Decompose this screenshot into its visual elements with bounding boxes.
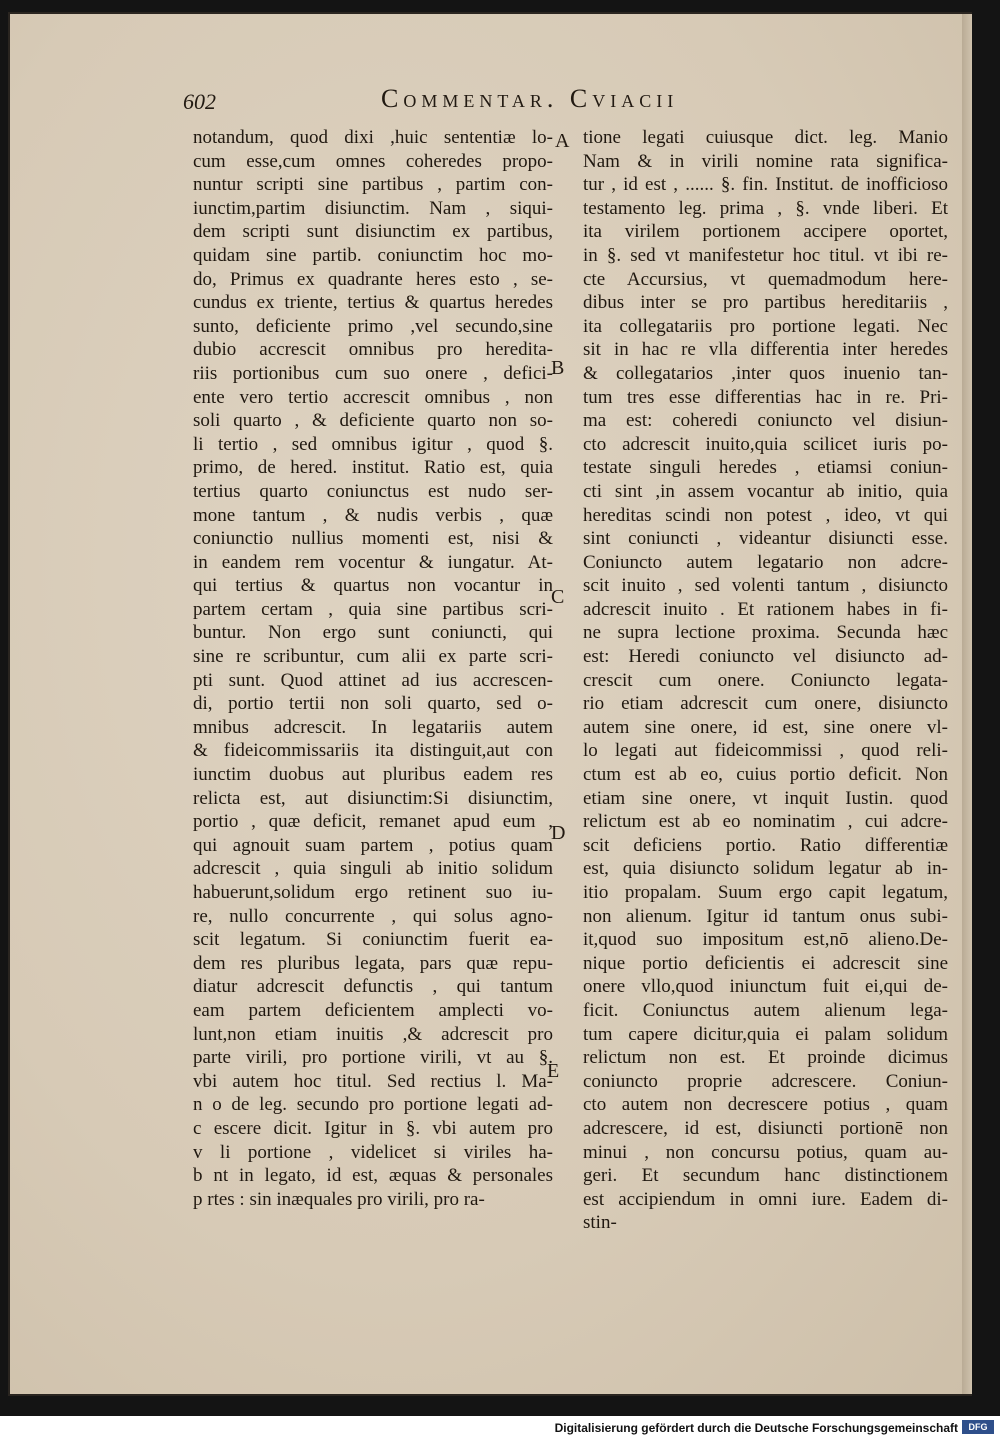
text-line: est: Heredi coniuncto vel disiuncto ad- [583, 646, 948, 668]
text-line: li tertio , sed omnibus igitur , quod §. [193, 433, 553, 455]
text-line: stin- [583, 1212, 617, 1234]
text-line: geri. Et secundum hanc distinctionem [583, 1165, 948, 1187]
text-line: ita collegatariis pro portione legati. Nec [583, 315, 948, 337]
text-line: coniunctio nullius momenti est, nisi & [193, 528, 553, 550]
text-line: cto autem non decrescere potius , quam [583, 1094, 948, 1116]
text-line: ma est: coheredi coniuncto vel disiun- [583, 410, 948, 432]
text-line: ita virilem portionem accipere oportet, [583, 221, 948, 243]
text-line: rio etiam adcrescit cum onere, disiuncto [583, 693, 948, 715]
text-line: in eandem rem vocentur & iungatur. At- [193, 551, 553, 573]
text-line: partem certam , quia sine partibus scri- [193, 598, 553, 620]
text-line: tum capere dicitur,quia ei palam solidum [583, 1023, 948, 1045]
text-line: nuntur scripti sine partibus , partim con- [193, 174, 553, 196]
text-line: buntur. Non ergo sunt coniuncti, qui [193, 622, 553, 644]
text-line: habuerunt,solidum ergo retinent suo iu- [193, 882, 553, 903]
page-header [183, 84, 953, 120]
text-line: testamento leg. prima , §. vnde liberi. Et [583, 197, 948, 219]
text-line: coniuncto proprie adcrescere. Coniun- [583, 1070, 948, 1092]
text-line: lo legati aut fideicommissi , quod reli- [583, 740, 948, 762]
text-line: qui tertius & quartus non vocantur in [193, 575, 553, 597]
text-line: dem scripti sunt disiunctim ex partibus, [193, 221, 553, 243]
text-line: crescit cum onere. Coniuncto legata- [583, 669, 948, 691]
text-line: testate singuli heredes , etiamsi coniun- [583, 457, 948, 479]
text-line: cte Accursius, vt quemadmodum here- [583, 268, 948, 290]
text-line: iunctim duobus aut pluribus eadem res [193, 764, 553, 786]
text-line: non alienum. Igitur id tantum onus subi- [583, 905, 948, 927]
text-line: quidam sine partib. coniunctim hoc mo- [193, 244, 553, 266]
text-line: notandum, quod dixi ,huic sententiæ lo- [193, 127, 553, 148]
text-line: iunctim,partim disiunctim. Nam , siqui- [193, 197, 553, 219]
text-line: minui , non concursu potius, quam au- [583, 1141, 948, 1163]
text-line: nique portio deficientis ei adcrescit sine [583, 952, 948, 974]
text-line: relictum non est. Et proinde dicimus [583, 1047, 948, 1069]
text-line: p rtes : sin inæquales pro virili, pro ra- [193, 1188, 485, 1210]
text-line: tione legati cuiusque dict. leg. Manio [583, 127, 948, 148]
text-line: ne supra lectione proxima. Secunda hæc [583, 622, 948, 644]
text-line: parte virili, pro portione virili, vt au §. [193, 1047, 553, 1069]
text-line: hereditas scindi non potest , ideo, vt qui [583, 504, 948, 526]
text-line: Nam & in virili nomine rata significa- [583, 150, 948, 172]
text-line: pti sunt. Quod attinet ad ius accrescen- [193, 669, 553, 691]
text-line: & fideicommissariis ita distinguit,aut con [193, 740, 553, 762]
running-title: Commentar. Cviacii [381, 84, 679, 113]
text-line: cundus ex triente, tertius & quartus heredes [193, 292, 553, 314]
text-line: est, quia disiuncto solidum legatur ab in- [583, 858, 948, 880]
text-line: in §. sed vt manifestetur hoc titul. vt ibi re- [583, 244, 948, 266]
page-number: 602 [183, 89, 216, 114]
text-line: eam partem deficientem amplecti vo- [193, 999, 553, 1021]
text-line: soli quarto , & deficiente quarto non so- [193, 410, 553, 432]
text-line: sint coniuncti , videantur disiuncti esse. [583, 528, 948, 550]
text-line: tertius quarto coniunctus est nudo ser- [193, 480, 553, 502]
text-line: ficit. Coniunctus autem alienum lega- [583, 999, 948, 1021]
text-line: relicta est, aut disiunctim:Si disiunctim, [193, 787, 553, 809]
text-line: primo, de hered. institut. Ratio est, quia [193, 457, 553, 479]
margin-marker-e: E [547, 1060, 560, 1082]
text-line: adcrescit inuito . Et rationem habes in fi- [583, 598, 948, 620]
text-line: lunt,non etiam inuitis ,& adcrescit pro [193, 1023, 553, 1045]
text-line: adcrescere, id est, disiuncti portionē non [583, 1117, 948, 1139]
text-line: sine re scribuntur, cum alii ex parte scri- [193, 646, 553, 668]
text-line: n o de leg. secundo pro portione legati ad- [193, 1094, 553, 1116]
footer-bar [0, 1416, 1000, 1439]
text-line: est accipiendum in omni iure. Eadem di- [583, 1188, 948, 1210]
text-line: sunto, deficiente primo ,vel secundo,sine [193, 315, 553, 337]
text-line: dem res pluribus legata, pars quæ repu- [193, 952, 553, 974]
text-line: mnibus adcrescit. In legatariis autem [193, 716, 553, 738]
text-line: ctum est ab eo, cuius portio deficit. Non [583, 764, 948, 786]
text-line: portio , quæ deficit, remanet apud eum , [193, 811, 553, 833]
text-line: adcrescit , quia singuli ab initio solidum [193, 858, 553, 880]
text-line: scit legatum. Si coniunctim fuerit ea- [193, 929, 553, 951]
margin-marker-b: B [551, 357, 565, 379]
left-column [193, 126, 553, 1211]
footer-credit: Digitalisierung gefördert durch die Deutsche Forschungsgemeinschaft [554, 1421, 958, 1435]
text-line: sit in hac re vlla differentia inter heredes [583, 339, 948, 361]
margin-marker-d: D [551, 822, 566, 844]
text-line: dibus inter se pro partibus hereditariis , [583, 292, 948, 314]
text-line: relictum est ab eo nominatim , cui adcre- [583, 811, 948, 833]
text-line: mone tantum , & nudis verbis , quæ [193, 504, 553, 526]
text-line: diatur adcrescit defunctis , qui tantum [193, 976, 553, 998]
text-line: qui agnouit suam partem , potius quam [193, 834, 553, 856]
text-line: etiam sine onere, vt inquit Iustin. quod [583, 787, 948, 809]
text-line: scit inuito , sed volenti tantum , disiuncto [583, 575, 948, 597]
text-line: dubio accrescit omnibus pro heredita- [193, 339, 553, 361]
text-line: re, nullo concurrente , qui solus agno- [193, 905, 553, 927]
text-line: itio propalam. Suum ergo capit legatum, [583, 882, 948, 903]
text-line: Coniuncto autem legatario non adcre- [583, 551, 948, 573]
text-line: v li portione , videlicet si viriles ha- [193, 1141, 553, 1163]
text-line: cum esse,cum omnes coheredes propo- [193, 150, 553, 172]
text-line: & collegatarios ,inter quos inuenio tan- [583, 362, 948, 384]
dfg-logo: DFG [962, 1420, 994, 1434]
text-line: do, Primus ex quadrante heres esto , se- [193, 268, 553, 290]
text-line: vbi autem hoc titul. Sed rectius l. Ma- [193, 1070, 553, 1092]
text-line: ente vero tertio accrescit omnibus , non [193, 386, 553, 408]
text-line: b nt in legato, id est, æquas & personales [193, 1165, 553, 1187]
right-column [583, 126, 948, 1235]
margin-marker-c: C [551, 586, 565, 608]
text-line: riis portionibus cum suo onere , defici- [193, 362, 553, 384]
text-line: scit deficiens portio. Ratio differentiæ [583, 834, 948, 856]
text-line: onere vllo,quod iniunctum fuit ei,qui de- [583, 976, 948, 998]
text-line: tum tres esse differentias hac in re. Pri- [583, 386, 948, 408]
text-line: cto adcrescit inuito,quia scilicet iuris po- [583, 433, 948, 455]
text-line: autem sine onere, id est, sine onere vl- [583, 716, 948, 738]
text-line: di, portio tertii non soli quarto, sed o- [193, 693, 553, 715]
text-line: it,quod suo impositum est,nō alieno.De- [583, 929, 948, 951]
page-edge [962, 14, 972, 1394]
text-line: cti sint ,in assem vocantur ab initio, quia [583, 480, 948, 502]
text-line: tur , id est , ...... §. fin. Institut. de inofficioso [583, 174, 948, 196]
text-line: c escere dicit. Igitur in §. vbi autem pro [193, 1117, 553, 1139]
margin-marker-a: A [555, 130, 570, 152]
